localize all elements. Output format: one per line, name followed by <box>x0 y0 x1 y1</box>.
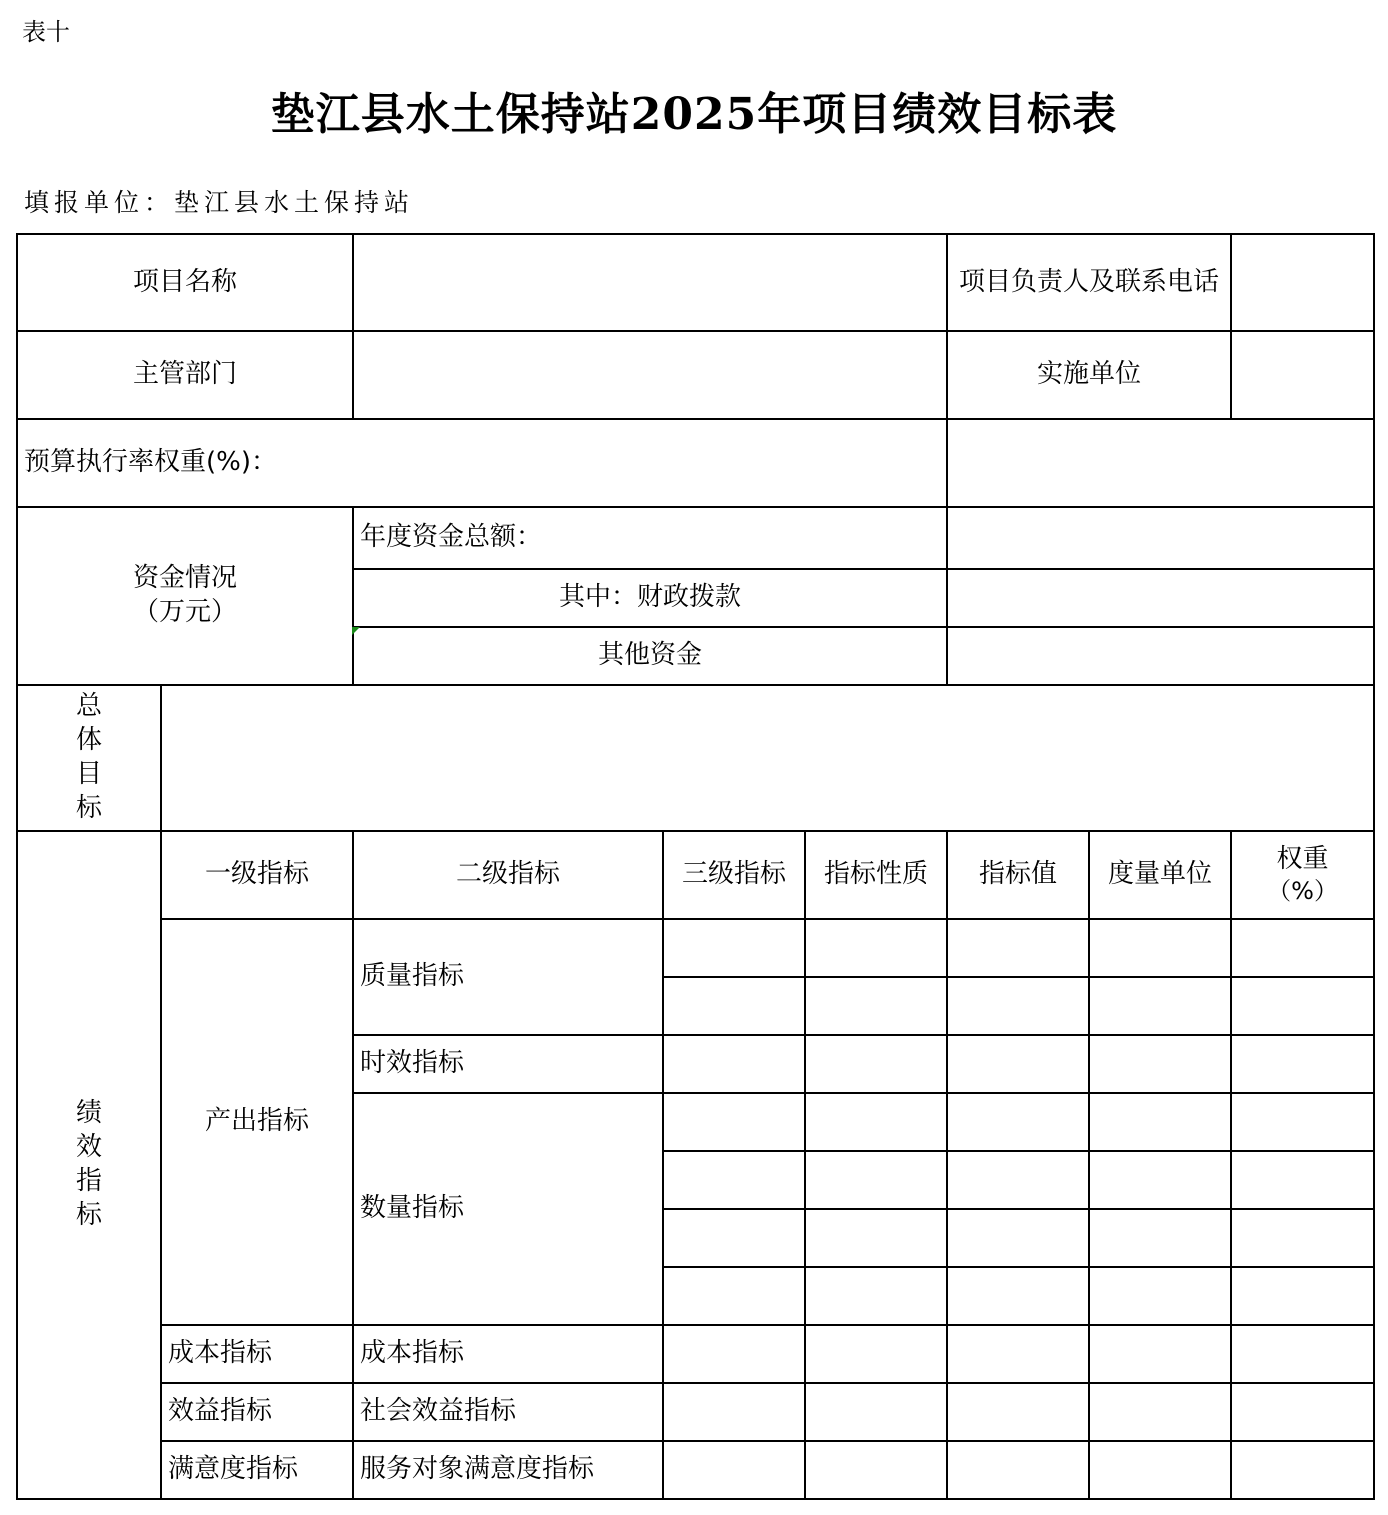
level3-cell[interactable] <box>663 1035 805 1093</box>
nature-cell[interactable] <box>805 1151 947 1209</box>
level3-cell[interactable] <box>663 1441 805 1499</box>
nature-cell[interactable] <box>805 1267 947 1325</box>
value-cell[interactable] <box>947 1209 1089 1267</box>
value-cell[interactable] <box>947 1035 1089 1093</box>
nature-cell[interactable] <box>805 1209 947 1267</box>
col-header-level1: 一级指标 <box>161 831 353 919</box>
col-header-level3: 三级指标 <box>663 831 805 919</box>
level3-cell[interactable] <box>663 1267 805 1325</box>
overall-goal-char: 标 <box>75 792 102 823</box>
weight-cell[interactable] <box>1231 1441 1374 1499</box>
performance-char: 效 <box>75 1132 102 1163</box>
cost-level1-label: 成本指标 <box>161 1325 353 1383</box>
timeliness-indicator-label: 时效指标 <box>353 1035 663 1093</box>
funds-label-line1: 资金情况 <box>133 563 238 594</box>
nature-cell[interactable] <box>805 1441 947 1499</box>
cell-comment-marker <box>352 627 360 635</box>
unit-cell[interactable] <box>1089 1151 1231 1209</box>
nature-cell[interactable] <box>805 919 947 977</box>
budget-rate-label: 预算执行率权重(%)： <box>17 419 947 507</box>
performance-label <box>17 831 161 1499</box>
performance-char: 标 <box>75 1199 102 1230</box>
weight-cell[interactable] <box>1231 1093 1374 1151</box>
col-header-weight-line1: 权重 <box>1276 843 1329 874</box>
benefit-level2-label: 社会效益指标 <box>353 1383 663 1441</box>
col-header-value: 指标值 <box>947 831 1089 919</box>
project-name-label: 项目名称 <box>17 234 353 331</box>
value-cell[interactable] <box>947 1151 1089 1209</box>
level3-cell[interactable] <box>663 1151 805 1209</box>
dept-label: 主管部门 <box>17 331 353 419</box>
weight-cell[interactable] <box>1231 1325 1374 1383</box>
value-cell[interactable] <box>947 1383 1089 1441</box>
unit-cell[interactable] <box>1089 1093 1231 1151</box>
nature-cell[interactable] <box>805 1325 947 1383</box>
overall-goal-char: 体 <box>75 725 102 756</box>
value-cell[interactable] <box>947 919 1089 977</box>
nature-cell[interactable] <box>805 1093 947 1151</box>
nature-cell[interactable] <box>805 1383 947 1441</box>
annual-total-cell[interactable] <box>947 507 1374 569</box>
unit-cell[interactable] <box>1089 1267 1231 1325</box>
value-cell[interactable] <box>947 977 1089 1035</box>
dept-cell[interactable] <box>353 331 947 419</box>
cost-level2-label: 成本指标 <box>353 1325 663 1383</box>
weight-cell[interactable] <box>1231 1035 1374 1093</box>
document-title: 垫江县水土保持站2025年项目绩效目标表 <box>270 89 1118 140</box>
level3-cell[interactable] <box>663 919 805 977</box>
contact-label: 项目负责人及联系电话 <box>947 234 1231 331</box>
col-header-nature: 指标性质 <box>805 831 947 919</box>
weight-cell[interactable] <box>1231 1151 1374 1209</box>
output-indicator-label: 产出指标 <box>161 919 353 1325</box>
fiscal-funds-label: 其中：财政拨款 <box>353 569 947 627</box>
col-header-weight-line2: （%） <box>1267 877 1338 906</box>
unit-cell[interactable] <box>1089 1441 1231 1499</box>
overall-goal-cell[interactable] <box>161 685 1374 831</box>
col-header-unit: 度量单位 <box>1089 831 1231 919</box>
fiscal-funds-cell[interactable] <box>947 569 1374 627</box>
funds-label-line2: （万元） <box>133 597 238 627</box>
weight-cell[interactable] <box>1231 1383 1374 1441</box>
level3-cell[interactable] <box>663 977 805 1035</box>
level3-cell[interactable] <box>663 1093 805 1151</box>
overall-goal-char: 总 <box>75 691 102 722</box>
impl-unit-label: 实施单位 <box>947 331 1231 419</box>
nature-cell[interactable] <box>805 977 947 1035</box>
unit-cell[interactable] <box>1089 919 1231 977</box>
unit-cell[interactable] <box>1089 1325 1231 1383</box>
reporting-unit: 填报单位：垫江县水土保持站 <box>24 188 415 217</box>
quality-indicator-label: 质量指标 <box>353 919 663 1035</box>
col-header-level2: 二级指标 <box>353 831 663 919</box>
level3-cell[interactable] <box>663 1325 805 1383</box>
unit-cell[interactable] <box>1089 1209 1231 1267</box>
annual-total-label: 年度资金总额： <box>353 507 947 569</box>
performance-char: 绩 <box>75 1098 102 1129</box>
unit-cell[interactable] <box>1089 1035 1231 1093</box>
level3-cell[interactable] <box>663 1383 805 1441</box>
col-header-weight <box>1231 831 1374 919</box>
overall-goal-label <box>17 685 161 831</box>
value-cell[interactable] <box>947 1267 1089 1325</box>
budget-rate-cell[interactable] <box>947 419 1374 507</box>
table-number-label: 表十 <box>22 18 70 46</box>
unit-cell[interactable] <box>1089 977 1231 1035</box>
overall-goal-char: 目 <box>75 759 102 789</box>
weight-cell[interactable] <box>1231 977 1374 1035</box>
weight-cell[interactable] <box>1231 919 1374 977</box>
other-funds-label: 其他资金 <box>353 627 947 685</box>
weight-cell[interactable] <box>1231 1209 1374 1267</box>
impl-unit-cell[interactable] <box>1231 331 1374 419</box>
project-name-cell[interactable] <box>353 234 947 331</box>
benefit-level1-label: 效益指标 <box>161 1383 353 1441</box>
quantity-indicator-label: 数量指标 <box>353 1093 663 1325</box>
contact-cell[interactable] <box>1231 234 1374 331</box>
weight-cell[interactable] <box>1231 1267 1374 1325</box>
unit-cell[interactable] <box>1089 1383 1231 1441</box>
level3-cell[interactable] <box>663 1209 805 1267</box>
performance-char: 指 <box>75 1166 102 1196</box>
value-cell[interactable] <box>947 1441 1089 1499</box>
value-cell[interactable] <box>947 1093 1089 1151</box>
satisfaction-level2-label: 服务对象满意度指标 <box>353 1441 663 1499</box>
satisfaction-level1-label: 满意度指标 <box>161 1441 353 1499</box>
performance-target-table <box>16 233 1375 1500</box>
nature-cell[interactable] <box>805 1035 947 1093</box>
other-funds-cell[interactable] <box>947 627 1374 685</box>
funds-label <box>17 507 353 685</box>
value-cell[interactable] <box>947 1325 1089 1383</box>
